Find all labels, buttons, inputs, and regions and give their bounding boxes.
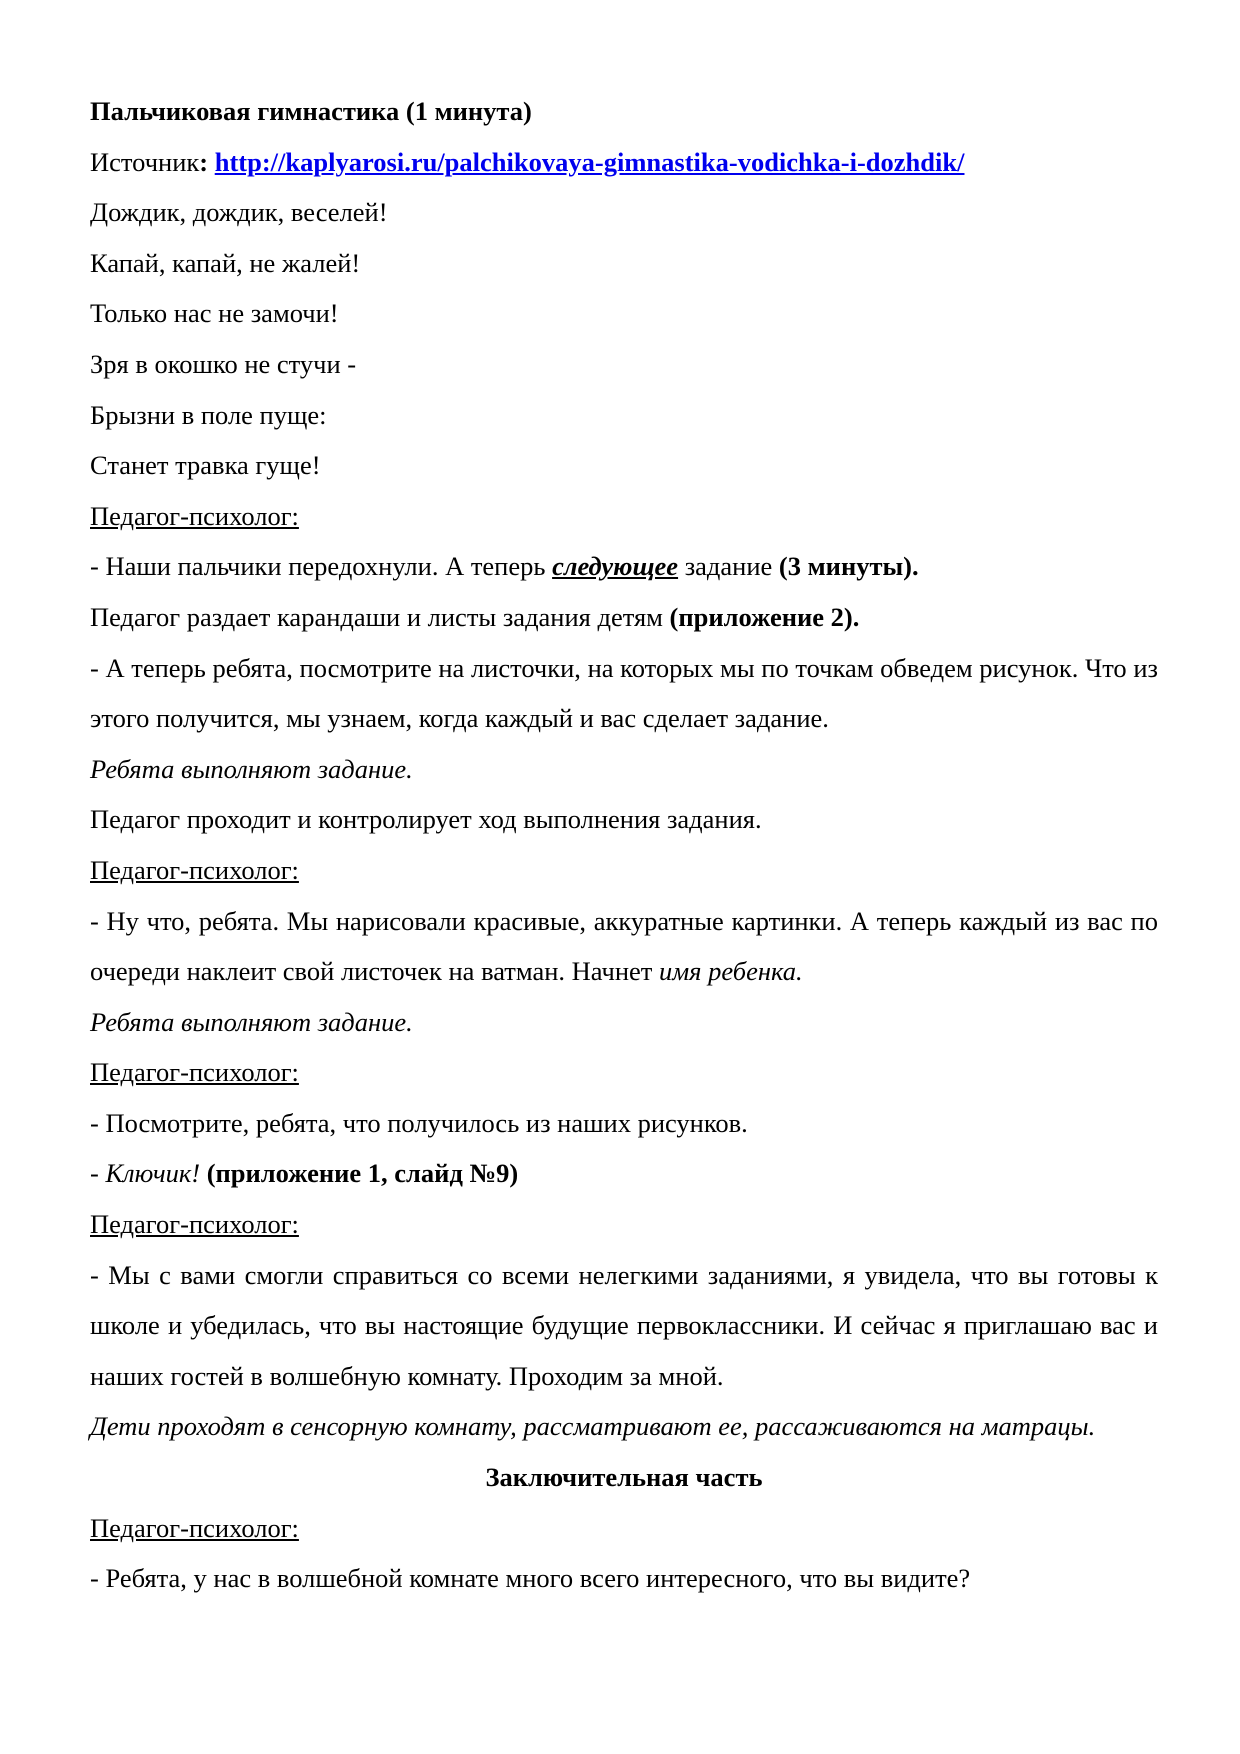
paragraph	[90, 592, 1158, 643]
paragraph: - Ребята, у нас в волшебной комнате много всего интересного, что вы видите?	[90, 1563, 971, 1594]
text: - Наши пальчики передохнули. А теперь	[90, 551, 553, 582]
speaker-label: Педагог-психолог:	[90, 854, 299, 885]
paragraph	[90, 896, 1158, 997]
text: задание	[678, 551, 779, 582]
appendix-ref: (приложение 1, слайд №9)	[200, 1158, 519, 1189]
stage-direction: Ребята выполняют задание.	[90, 753, 413, 784]
paragraph	[90, 1148, 1158, 1199]
paragraph: - Мы с вами смогли справиться со всеми нелегкими заданиями, я увидела, что вы готовы к школе и убедилась, что вы настоящие будущие первоклассники. И сейчас я приглашаю вас и наших гостей в волшебную комнату. Проходим за мной.	[90, 1259, 1158, 1391]
paragraph: - Посмотрите, ребята, что получилось из наших рисунков.	[90, 1107, 748, 1138]
speaker-label: Педагог-психолог:	[90, 1209, 299, 1240]
paragraph: - А теперь ребята, посмотрите на листочки, на которых мы по точкам обведем рисунок. Что из этого получится, мы узнаем, когда каждый и вас сделает задание.	[90, 652, 1158, 734]
section-title: Пальчиковая гимнастика (1 минута)	[90, 96, 532, 126]
section-heading: Заключительная часть	[485, 1462, 763, 1493]
source-label: Источник	[90, 146, 200, 177]
paragraph: Педагог проходит и контролирует ход выполнения задания.	[90, 804, 762, 835]
emphasis: следующее	[552, 551, 679, 582]
text: Педагог раздает карандаши и листы задания детям	[90, 601, 670, 632]
document-page	[90, 86, 1158, 1604]
source-link[interactable]: http://kaplyarosi.ru/palchikovaya-gimnastika-vodichka-i-dozhdik/	[214, 146, 965, 177]
source-colon: :	[199, 146, 209, 177]
stage-direction: Ребята выполняют задание.	[90, 1006, 413, 1037]
text: Ключик!	[105, 1158, 201, 1189]
paragraph	[90, 541, 1158, 592]
appendix-ref: (приложение 2).	[669, 601, 860, 632]
stage-direction: Дети проходят в сенсорную комнату, рассматривают ее, рассаживаются на матрацы.	[90, 1411, 1096, 1442]
speaker-label: Педагог-психолог:	[90, 500, 299, 531]
speaker-label: Педагог-психолог:	[90, 1057, 299, 1088]
text: - Ну что, ребята. Мы нарисовали красивые, аккуратные картинки. А теперь каждый из вас по очереди наклеит свой листочек на ватман. Начнет	[90, 905, 1158, 987]
poem-line: Зря в окошко не стучи -	[90, 348, 357, 379]
poem-line: Только нас не замочи!	[90, 298, 339, 329]
speaker-label: Педагог-психолог:	[90, 1512, 299, 1543]
duration: (3 минуты).	[778, 551, 919, 582]
poem-line: Станет травка гуще!	[90, 450, 321, 481]
poem-line: Дождик, дождик, веселей!	[90, 197, 388, 228]
poem-line: Капай, капай, не жалей!	[90, 247, 361, 278]
source-line	[90, 137, 1158, 188]
child-name: имя ребенка.	[659, 956, 803, 987]
poem-line: Брызни в поле пуще:	[90, 399, 327, 430]
text: -	[90, 1158, 106, 1189]
